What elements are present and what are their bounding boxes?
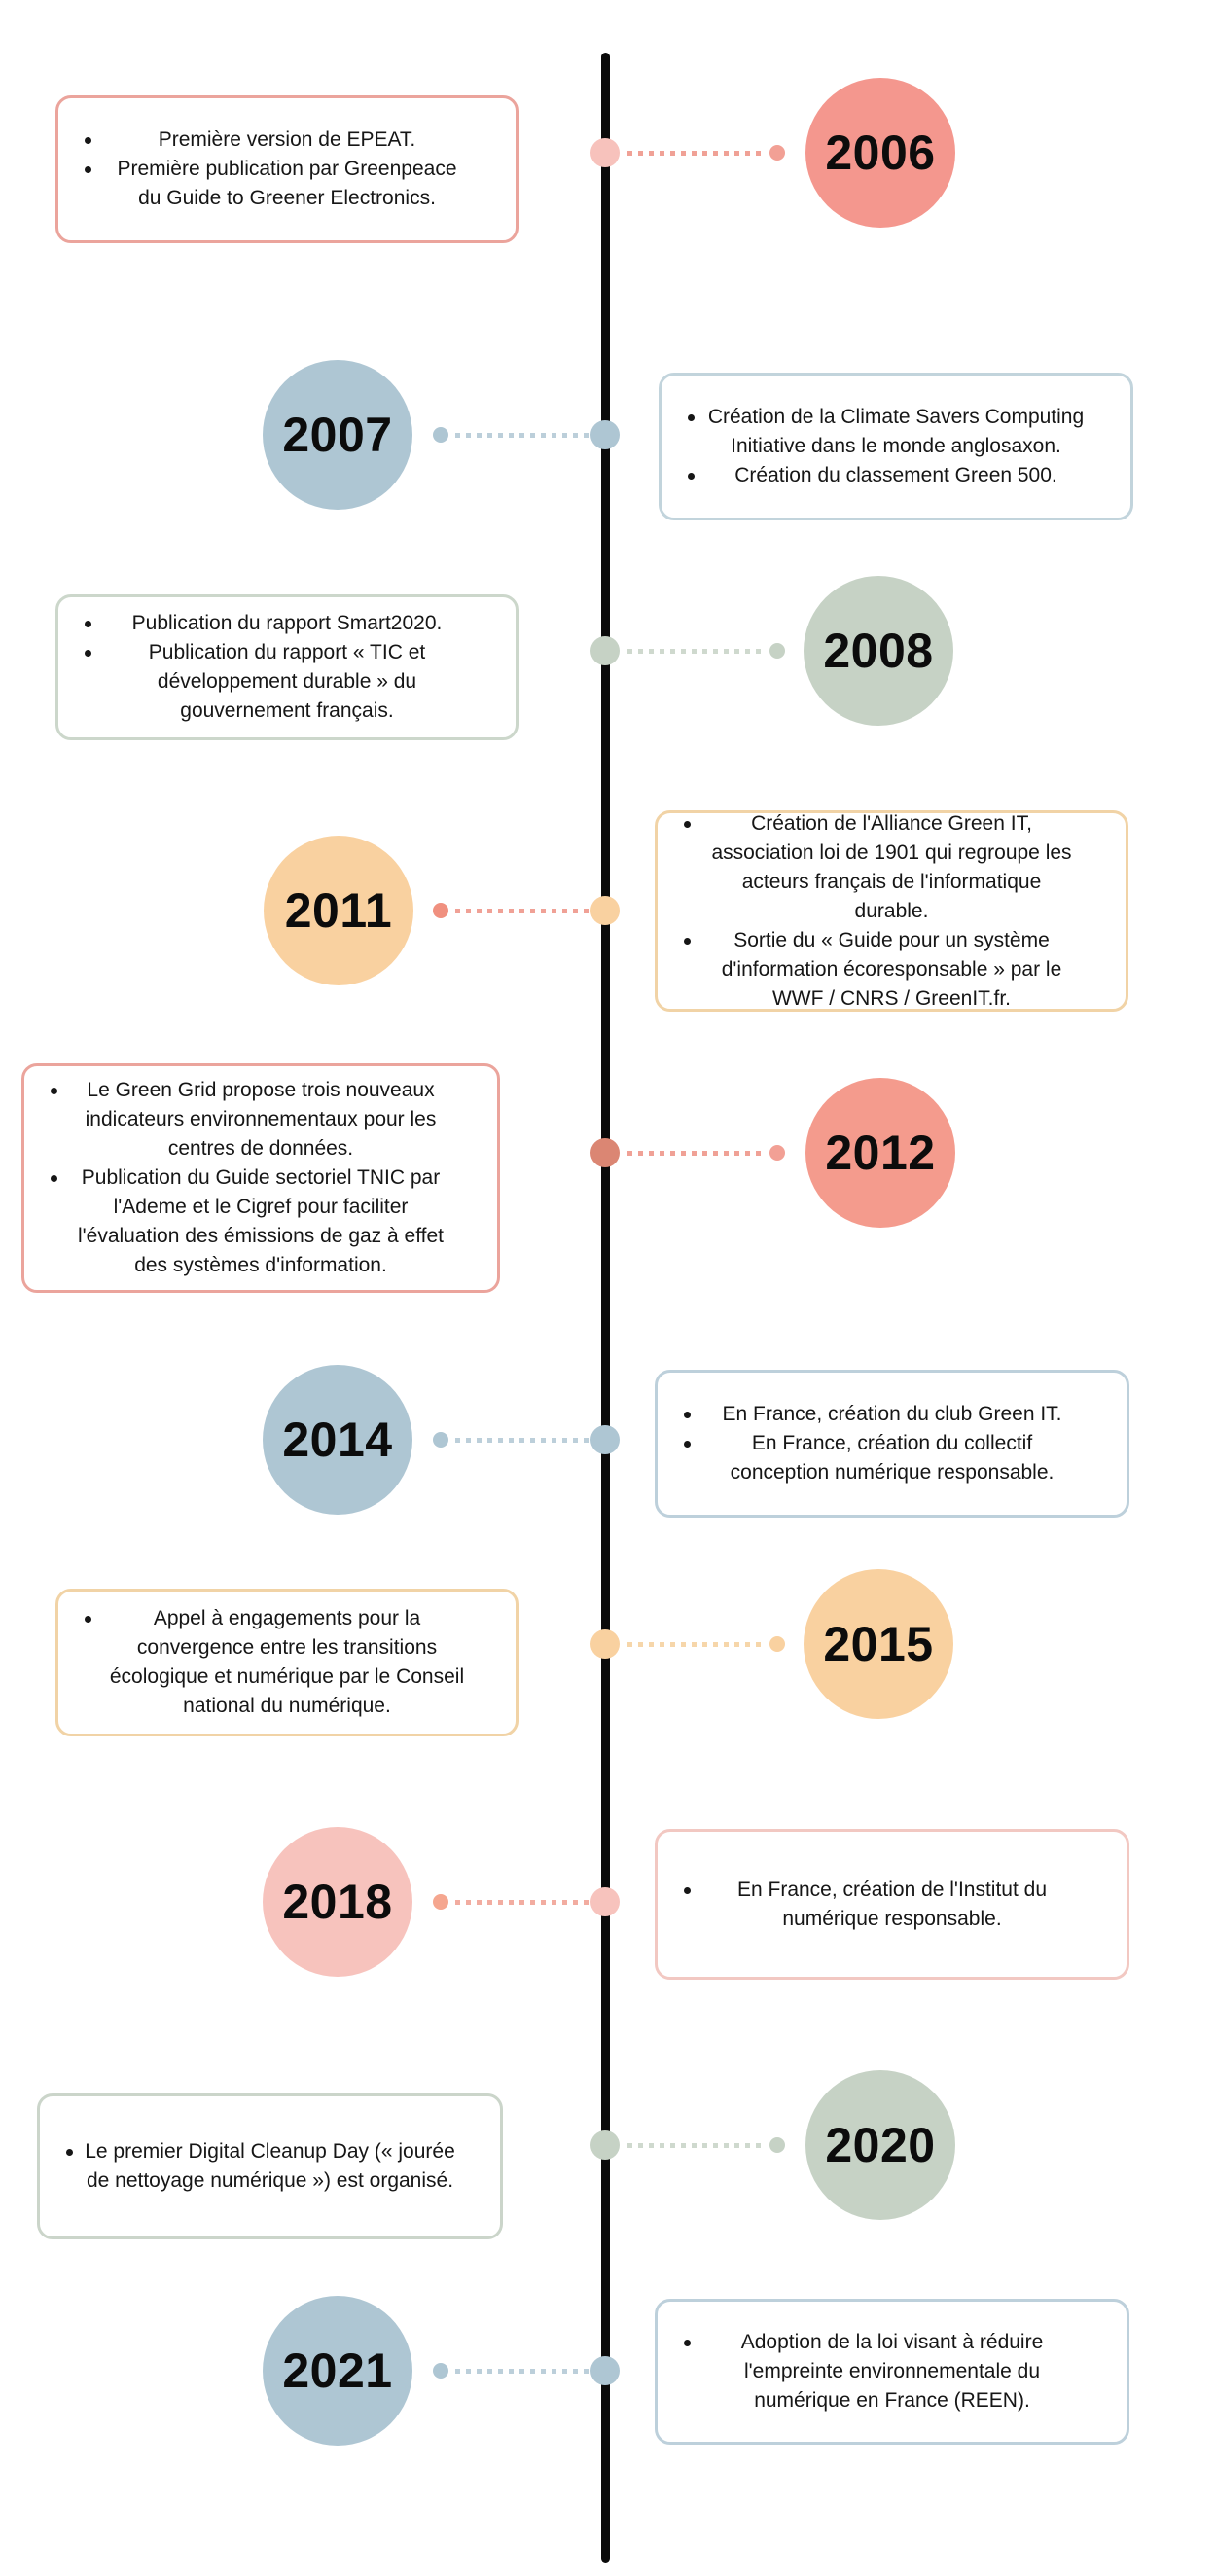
- event-card-2014: [655, 1370, 1129, 1518]
- connector-dot: [433, 903, 448, 918]
- year-label: 2012: [825, 1126, 936, 1180]
- event-bullet: Le premier Digital Cleanup Day (« jourée de nettoyage numérique ») est organisé.: [40, 2137, 500, 2196]
- event-card-2021: [655, 2299, 1129, 2445]
- year-circle-2018: [263, 1827, 412, 1977]
- year-circle-2007: [263, 360, 412, 510]
- event-bullet: En France, création du club Green IT.: [658, 1400, 1127, 1429]
- event-card-2007: [659, 373, 1133, 520]
- year-label: 2006: [825, 125, 936, 180]
- timeline-dot: [590, 1425, 620, 1454]
- event-bullet: Publication du rapport « TIC et développement durable » du gouvernement français.: [58, 638, 516, 726]
- event-bullet: Le Green Grid propose trois nouveaux indicateurs environnementaux pour les centres de données.: [24, 1076, 497, 1163]
- connector-dots: [455, 433, 593, 438]
- connector-dot: [769, 1636, 785, 1652]
- connector-dots: [455, 1438, 593, 1443]
- event-bullet: En France, création de l'Institut du numérique responsable.: [658, 1876, 1127, 1934]
- year-label: 2008: [823, 624, 934, 678]
- event-bullet: Publication du rapport Smart2020.: [58, 609, 516, 638]
- timeline-dot: [590, 420, 620, 449]
- connector-dot: [433, 1432, 448, 1448]
- year-label: 2007: [282, 408, 393, 462]
- year-label: 2020: [825, 2118, 936, 2172]
- event-bullet: Création du classement Green 500.: [662, 461, 1130, 490]
- year-circle-2020: [805, 2070, 955, 2220]
- year-circle-2011: [264, 836, 413, 985]
- event-bullet: Première publication par Greenpeace du Guide to Greener Electronics.: [58, 155, 516, 213]
- timeline-dot: [590, 1887, 620, 1916]
- year-label: 2018: [282, 1875, 393, 1929]
- year-circle-2006: [805, 78, 955, 228]
- year-label: 2021: [282, 2343, 393, 2398]
- connector-dots: [455, 1900, 593, 1905]
- connector-dot: [769, 145, 785, 161]
- year-label: 2011: [284, 883, 393, 938]
- connector-dot: [433, 2363, 448, 2379]
- timeline-dot: [590, 1138, 620, 1167]
- connector-dots: [627, 2143, 766, 2148]
- connector-dots: [627, 649, 766, 654]
- event-bullet: Création de l'Alliance Green IT, association loi de 1901 qui regroupe les acteurs français de l'informatique durable.: [658, 809, 1126, 926]
- connector-dot: [433, 1894, 448, 1910]
- timeline-dot: [590, 896, 620, 925]
- connector-dots: [455, 909, 593, 913]
- connector-dot: [769, 643, 785, 659]
- event-card-2011: [655, 810, 1128, 1012]
- event-card-2015: [55, 1589, 519, 1736]
- year-label: 2015: [823, 1617, 934, 1671]
- year-circle-2021: [263, 2296, 412, 2446]
- event-bullet: Première version de EPEAT.: [58, 125, 516, 155]
- timeline-dot: [590, 1629, 620, 1659]
- year-circle-2012: [805, 1078, 955, 1228]
- event-card-2008: [55, 594, 519, 740]
- event-bullet: En France, création du collectif conception numérique responsable.: [658, 1429, 1127, 1487]
- event-bullet: Appel à engagements pour la convergence entre les transitions écologique et numérique par le Conseil national du numérique.: [58, 1604, 516, 1721]
- connector-dots: [627, 1642, 766, 1647]
- timeline-dot: [590, 636, 620, 665]
- timeline-dot: [590, 2356, 620, 2385]
- timeline-dot: [590, 138, 620, 167]
- connector-dot: [769, 1145, 785, 1161]
- connector-dots: [455, 2369, 593, 2374]
- timeline-dot: [590, 2130, 620, 2160]
- connector-dot: [433, 427, 448, 443]
- event-card-2018: [655, 1829, 1129, 1980]
- event-card-2020: [37, 2093, 503, 2239]
- connector-dots: [627, 151, 766, 156]
- year-label: 2014: [282, 1413, 393, 1467]
- event-bullet: Sortie du « Guide pour un système d'information écoresponsable » par le WWF / CNRS / GreenIT.fr.: [658, 926, 1126, 1014]
- event-bullet: Publication du Guide sectoriel TNIC par l'Ademe et le Cigref pour faciliter l'évaluation des émissions de gaz à effet des systèmes d'information.: [24, 1163, 497, 1280]
- year-circle-2014: [263, 1365, 412, 1515]
- event-bullet: Adoption de la loi visant à réduire l'empreinte environnementale du numérique en France (REEN).: [658, 2328, 1127, 2415]
- connector-dots: [627, 1151, 766, 1156]
- connector-dot: [769, 2137, 785, 2153]
- year-circle-2008: [804, 576, 953, 726]
- event-bullet: Création de la Climate Savers Computing Initiative dans le monde anglosaxon.: [662, 403, 1130, 461]
- event-card-2012: [21, 1063, 500, 1293]
- year-circle-2015: [804, 1569, 953, 1719]
- event-card-2006: [55, 95, 519, 243]
